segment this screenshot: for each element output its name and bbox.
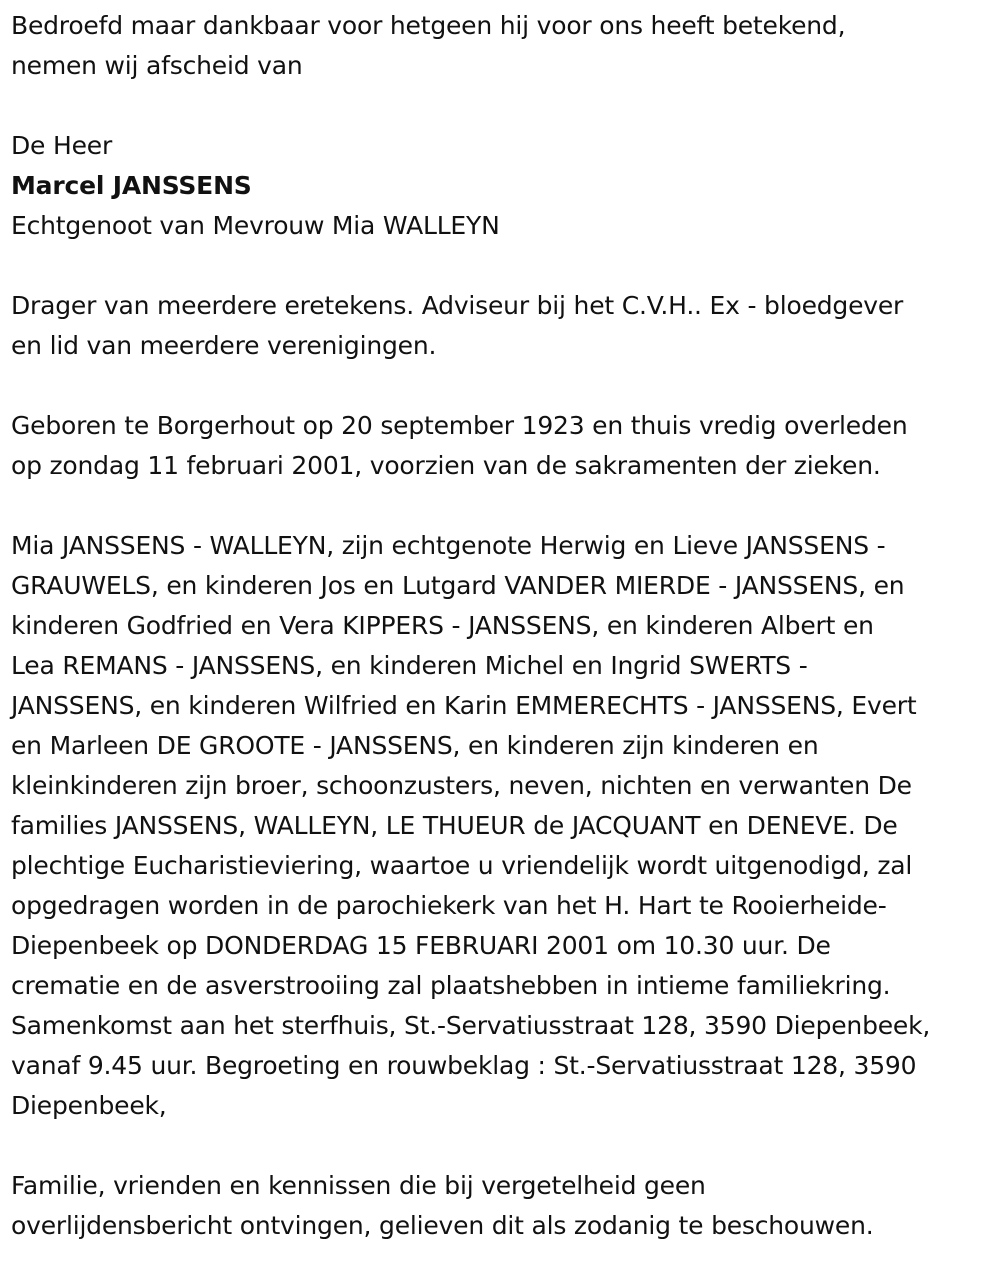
closing-paragraph: Familie, vrienden en kennissen die bij vergetelheid geen overlijdensbericht ontvingen, gelieven dit als zodanig te beschouwen. (11, 1171, 874, 1240)
spacer (11, 86, 990, 126)
intro-paragraph: Bedroefd maar dankbaar voor hetgeen hij voor ons heeft betekend, nemen wij afscheid van (11, 11, 846, 80)
spacer (11, 486, 990, 526)
spacer (11, 366, 990, 406)
honors-paragraph: Drager van meerdere eretekens. Adviseur bij het C.V.H.. Ex - bloedgever en lid van meerdere verenigingen. (11, 291, 904, 360)
spacer (11, 246, 990, 286)
salutation: De Heer (11, 131, 113, 160)
birth-death-paragraph: Geboren te Borgerhout op 20 september 1923 en thuis vredig overleden op zondag 11 februari 2001, voorzien van de sakramenten der zieken. (11, 411, 908, 480)
spacer (11, 1126, 990, 1166)
family-ceremony-paragraph: Mia JANSSENS - WALLEYN, zijn echtgenote Herwig en Lieve JANSSENS - GRAUWELS, en kinderen Jos en Lutgard VANDER MIERDE - JANSSENS, en kinderen Godfried en Vera KIPPERS - JANSSENS, en kinderen Albert en Lea REMANS - JANSSENS, en kinderen Michel en Ingrid SWERTS - JANSSENS, en kinderen Wilfried en Karin EMMERECHTS - JANSSENS, Evert en Marleen DE GROOTE - JANSSENS, en kinderen zijn kinderen en kleinkinderen zijn broer, schoonzusters, neven, nichten en verwanten De families JANSSENS, WALLEYN, LE THUEUR de JACQUANT en DENEVE. De plechtige Eucharistieviering, waartoe u vriendelijk wordt uitgenodigd, zal opgedragen worden in de parochiekerk van het H. Hart te Rooierheide- Diepenbeek op DONDERDAG 15 FEBRUARI 2001 om 10.30 uur. De crematie en de asverstrooiing zal plaatshebben in intieme familiekring. Samenkomst aan het sterfhuis, St.-Servatiusstraat 128, 3590 Diepenbeek, vanaf 9.45 uur. Begroeting en rouwbeklag : St.-Servatiusstraat 128, 3590 Diepenbeek, (11, 531, 931, 1120)
spouse-line: Echtgenoot van Mevrouw Mia WALLEYN (11, 211, 500, 240)
deceased-name: Marcel JANSSENS (11, 171, 252, 200)
